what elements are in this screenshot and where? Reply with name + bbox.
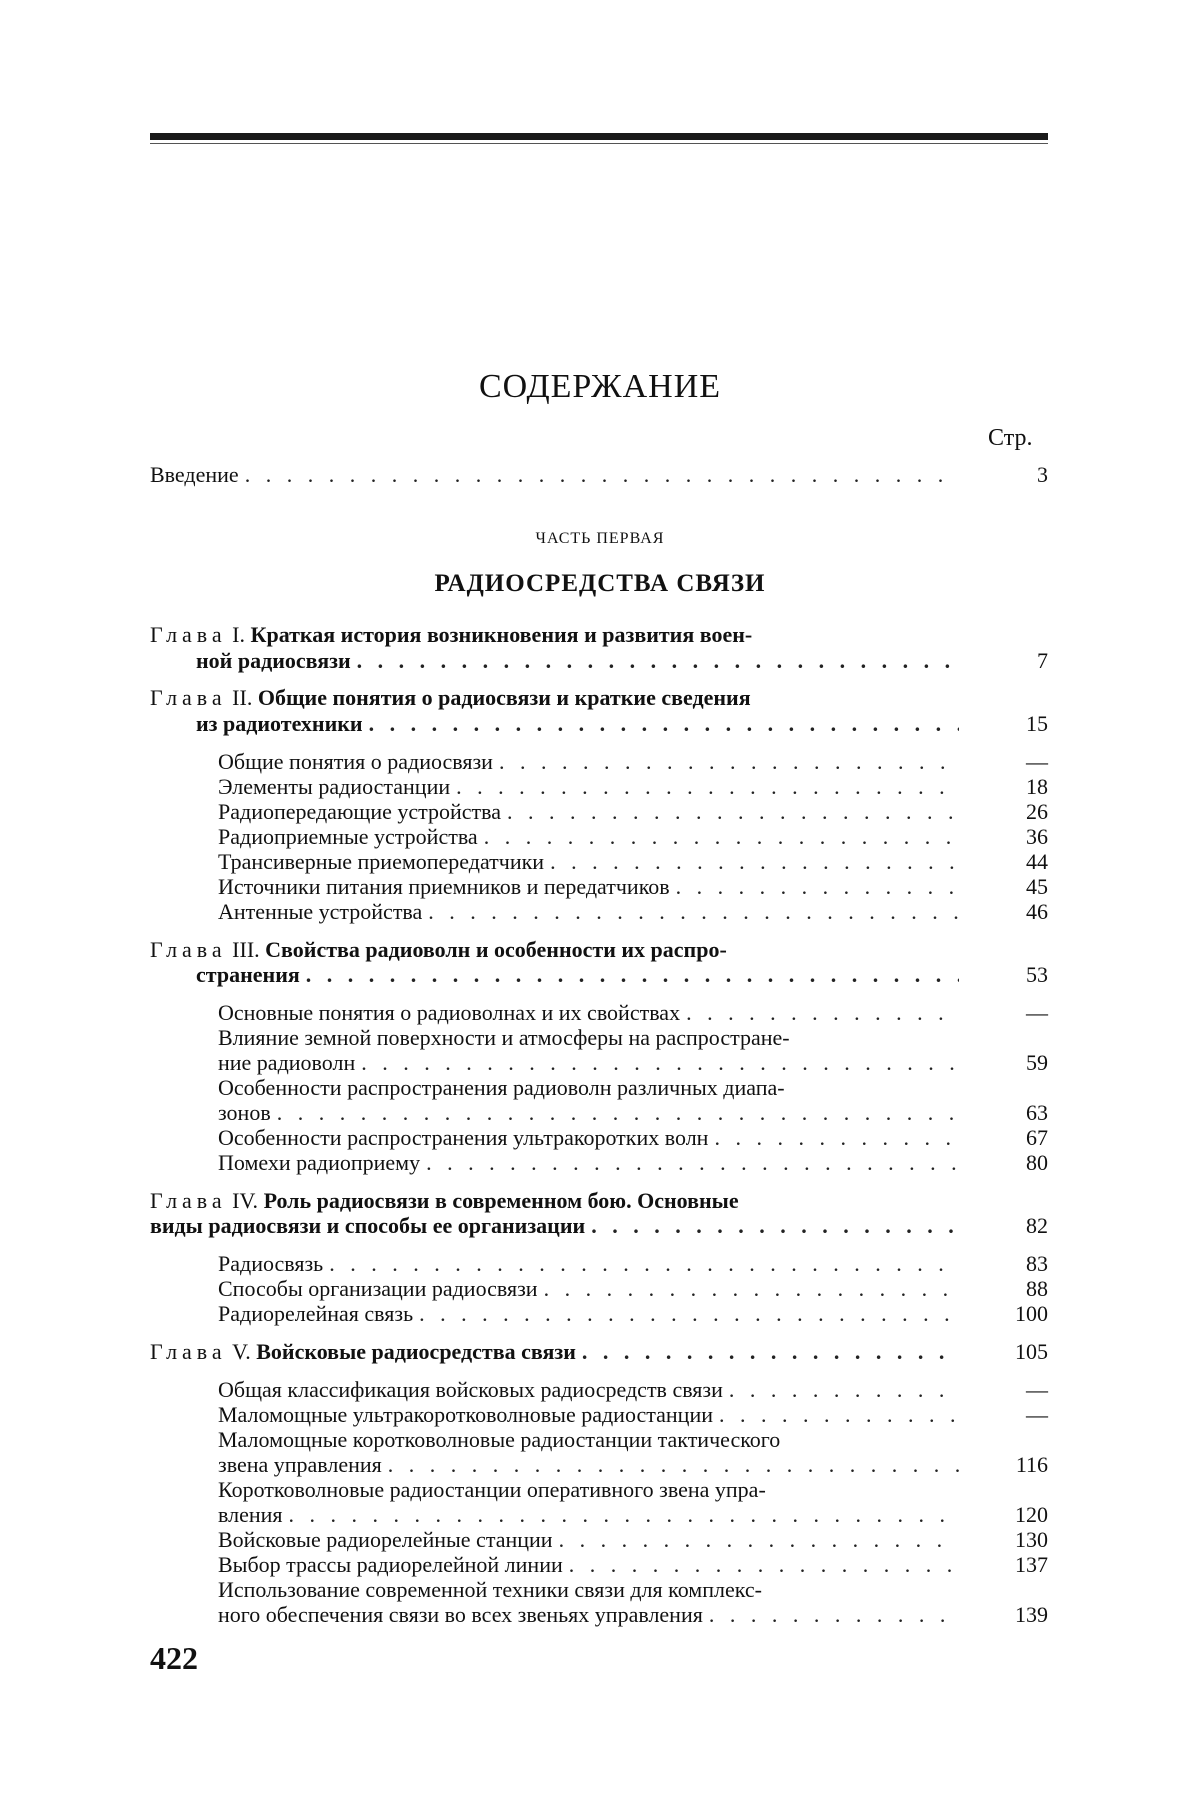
toc-section: Выбор трассы радиорелейной линии . . . xyxy=(218,1552,965,1577)
toc-section: вления . . . xyxy=(218,1502,965,1527)
part-title: РАДИОСРЕДСТВА СВЯЗИ xyxy=(434,570,766,597)
chapter-4-line2: виды радиосвязи и способы ее организации . . . xyxy=(150,1213,965,1238)
chapter-word: Глава xyxy=(150,1188,227,1213)
toc-section-page: 59 xyxy=(1026,1050,1048,1075)
toc-section-page: 26 xyxy=(1026,799,1048,824)
toc-section: Общие понятия о радиосвязи . . . xyxy=(218,749,965,774)
chapter-2-line2: из радиотехники . . . xyxy=(196,711,965,736)
chapter-title: Роль радиосвязи в современном бою. Основные xyxy=(263,1188,739,1213)
page-column-label: Стр. xyxy=(988,425,1033,451)
chapter-title: Общие понятия о радиосвязи и краткие сведения xyxy=(257,685,751,710)
toc-section-page: 120 xyxy=(1015,1502,1048,1527)
chapter-number: IV. xyxy=(232,1188,259,1213)
chapter-5-line1 xyxy=(150,1339,965,1364)
toc-section: Антенные устройства . . . xyxy=(218,899,965,924)
toc-intro xyxy=(150,462,965,487)
chapter-title: Свойства радиоволн и особенности их распро- xyxy=(265,937,727,962)
toc-section-page: 63 xyxy=(1026,1100,1048,1125)
toc-section-page: 130 xyxy=(1015,1527,1048,1552)
toc-section-page: 100 xyxy=(1015,1301,1048,1326)
toc-section-page: 45 xyxy=(1026,874,1048,899)
chapter-number: I. xyxy=(232,622,245,647)
toc-section: Радиосвязь . . . xyxy=(218,1251,965,1276)
toc-section-page: 44 xyxy=(1026,849,1048,874)
toc-section-page: 18 xyxy=(1026,774,1048,799)
toc-section: Маломощные ультракоротковолновые радиостанции . . . xyxy=(218,1402,965,1427)
toc-section-page: 36 xyxy=(1026,824,1048,849)
toc-intro-title: Введение xyxy=(150,462,239,487)
chapter-3-line1 xyxy=(150,937,965,962)
toc-section: Помехи радиоприему . . . xyxy=(218,1150,965,1175)
toc-section: Войсковые радиорелейные станции . . . xyxy=(218,1527,965,1552)
top-rule-thin xyxy=(150,143,1048,144)
toc-section-line1: Влияние земной поверхности и атмосферы на распростране- xyxy=(218,1025,790,1050)
chapter-4-page: 82 xyxy=(1026,1213,1048,1238)
chapter-3-page: 53 xyxy=(1026,962,1048,987)
toc-section: Источники питания приемников и передатчиков . . . xyxy=(218,874,965,899)
toc-section: звена управления . . . xyxy=(218,1452,965,1477)
toc-section-page: 46 xyxy=(1026,899,1048,924)
toc-section-page: 116 xyxy=(1015,1452,1048,1477)
toc-section: Общая классификация войсковых радиосредств связи . . . xyxy=(218,1377,965,1402)
chapter-word: Глава xyxy=(150,937,227,962)
toc-section-page: 137 xyxy=(1015,1552,1048,1577)
chapter-2-page: 15 xyxy=(1026,711,1048,736)
chapter-word: Глава xyxy=(150,1339,227,1364)
toc-section: зонов . . . xyxy=(218,1100,965,1125)
toc-section: Трансиверные приемопередатчики . . . xyxy=(218,849,965,874)
toc-intro-page: 3 xyxy=(1037,462,1048,487)
toc-section-page: 83 xyxy=(1026,1251,1048,1276)
toc-section-line1: Коротковолновые радиостанции оперативного звена упра- xyxy=(218,1477,766,1502)
chapter-5-page: 105 xyxy=(1015,1339,1048,1364)
chapter-title: Войсковые радиосредства связи xyxy=(256,1339,576,1364)
page-title: СОДЕРЖАНИЕ xyxy=(478,368,722,405)
toc-section: Элементы радиостанции . . . xyxy=(218,774,965,799)
chapter-word: Глава xyxy=(150,622,227,647)
toc-section-page: — xyxy=(1026,1402,1048,1427)
chapter-1-line1 xyxy=(150,622,965,647)
page-number: 422 xyxy=(150,1640,198,1676)
chapter-2-line1 xyxy=(150,685,965,710)
top-rule xyxy=(150,133,1048,140)
toc-section: Радиопередающие устройства . . . xyxy=(218,799,965,824)
chapter-1-page: 7 xyxy=(1037,648,1048,673)
toc-section: Радиорелейная связь . . . xyxy=(218,1301,965,1326)
toc-section-page: 67 xyxy=(1026,1125,1048,1150)
toc-section: Способы организации радиосвязи . . . xyxy=(218,1276,965,1301)
chapter-1-line2: ной радиосвязи . . . xyxy=(196,648,965,673)
toc-section-line1: Особенности распространения радиоволн различных диапа- xyxy=(218,1075,785,1100)
chapter-number: II. xyxy=(232,685,253,710)
toc-section: Особенности распространения ультракоротких волн . . . xyxy=(218,1125,965,1150)
toc-section-page: — xyxy=(1026,1377,1048,1402)
toc-section-line1: Маломощные коротковолновые радиостанции тактического xyxy=(218,1427,781,1452)
toc-section-page: — xyxy=(1026,749,1048,774)
chapter-number: V. xyxy=(232,1339,251,1364)
toc-section-page: 139 xyxy=(1015,1602,1048,1627)
chapter-4-line1 xyxy=(150,1188,965,1213)
chapter-number: III. xyxy=(232,937,260,962)
toc-section-page: 80 xyxy=(1026,1150,1048,1175)
toc-section: Основные понятия о радиоволнах и их свойствах . . . xyxy=(218,1000,965,1025)
chapter-word: Глава xyxy=(150,685,227,710)
toc-section: ного обеспечения связи во всех звеньях управления . . . xyxy=(218,1602,965,1627)
toc-section-page: — xyxy=(1026,1000,1048,1025)
toc-section-page: 88 xyxy=(1026,1276,1048,1301)
chapter-title: Краткая история возникновения и развития воен- xyxy=(250,622,753,647)
toc-section: Радиоприемные устройства . . . xyxy=(218,824,965,849)
toc-section-line1: Использование современной техники связи для комплекс- xyxy=(218,1577,762,1602)
toc-section: ние радиоволн . . . xyxy=(218,1050,965,1075)
chapter-3-line2: странения . . . xyxy=(196,962,965,987)
part-label: ЧАСТЬ ПЕРВАЯ xyxy=(535,530,665,547)
